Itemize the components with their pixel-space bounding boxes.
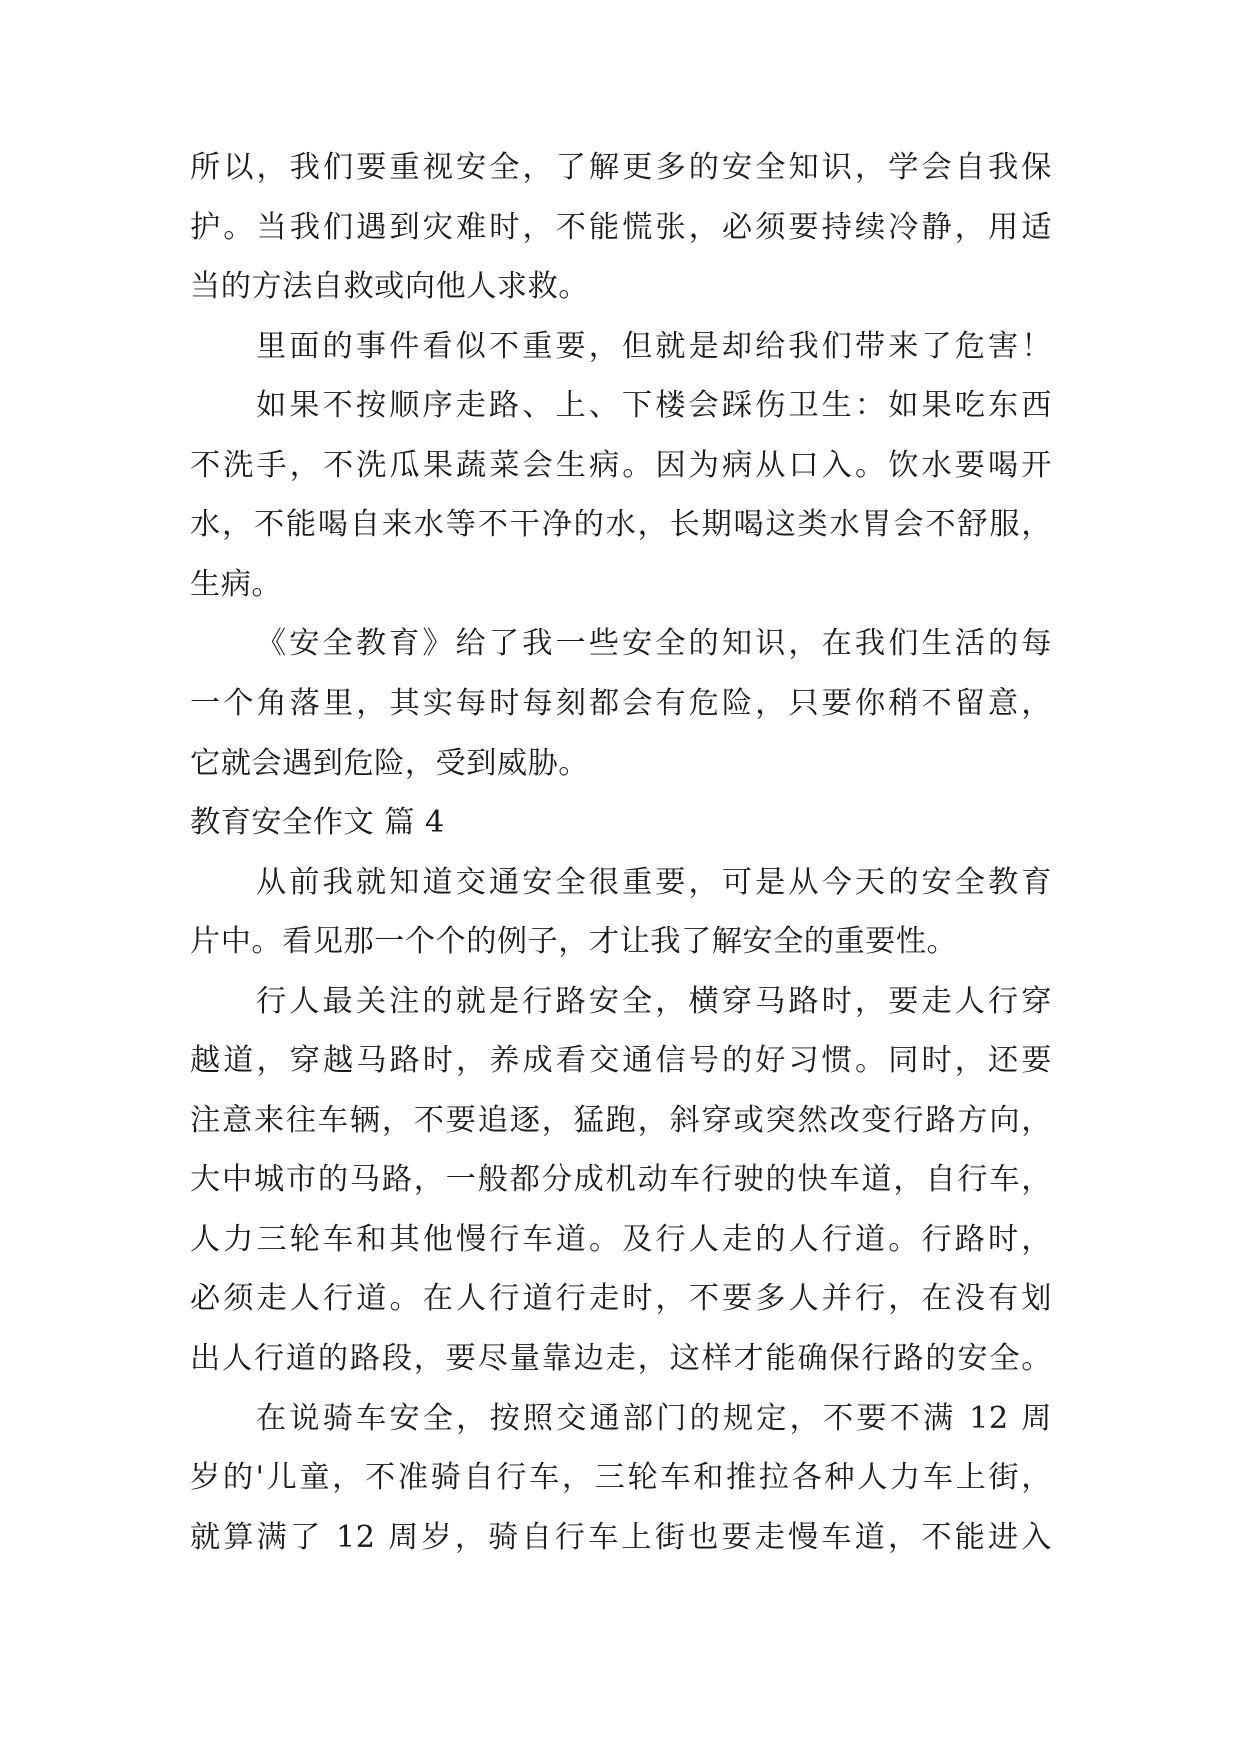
text-line: 《安全教育》给了我一些安全的知识，在我们生活的每 [256, 626, 1052, 661]
text-line: 就算满了 12 周岁，骑自行车上街也要走慢车道，不能进入 [190, 1520, 1052, 1555]
text-line: 出人行道的路段，要尽量靠边走，这样才能确保行路的安全。 [190, 1341, 1052, 1376]
text-line: 不洗手，不洗瓜果蔬菜会生病。因为病从口入。饮水要喝开 [190, 448, 1052, 483]
text-line: 片中。看见那一个个的例子，才让我了解安全的重要性。 [190, 924, 958, 959]
text-line: 在说骑车安全，按照交通部门的规定，不要不满 12 周 [256, 1401, 1052, 1436]
text-line: 一个角落里，其实每时每刻都会有危险，只要你稍不留意， [190, 686, 1052, 721]
text-line: 生病。 [190, 567, 283, 602]
text-line: 如果不按顺序走路、上、下楼会踩伤卫生：如果吃东西 [256, 388, 1052, 423]
text-line: 所以，我们要重视安全，了解更多的安全知识，学会自我保 [190, 150, 1052, 185]
text-line: 行人最关注的就是行路安全，横穿马路时，要走人行穿 [256, 984, 1052, 1019]
text-line: 岁的'儿童，不准骑自行车，三轮车和推拉各种人力车上街， [190, 1460, 1052, 1495]
text-line: 水，不能喝自来水等不干净的水，长期喝这类水胃会不舒服， [190, 507, 1052, 542]
text-line: 护。当我们遇到灾难时，不能慌张，必须要持续冷静，用适 [190, 210, 1052, 245]
text-line: 必须走人行道。在人行道行走时，不要多人并行，在没有划 [190, 1281, 1052, 1316]
text-line: 里面的事件看似不重要，但就是却给我们带来了危害！ [256, 329, 1052, 364]
text-line: 当的方法自救或向他人求救。 [190, 269, 589, 304]
section-heading: 教育安全作文 篇 4 [190, 805, 445, 840]
text-line: 注意来往车辆，不要追逐，猛跑，斜穿或突然改变行路方向， [190, 1103, 1052, 1138]
text-line: 大中城市的马路，一般都分成机动车行驶的快车道，自行车， [190, 1162, 1052, 1197]
text-line: 人力三轮车和其他慢行车道。及行人走的人行道。行路时， [190, 1222, 1052, 1257]
text-line: 越道，穿越马路时，养成看交通信号的好习惯。同时，还要 [190, 1043, 1052, 1078]
text-line: 从前我就知道交通安全很重要，可是从今天的安全教育 [256, 865, 1052, 900]
text-line: 它就会遇到危险，受到威胁。 [190, 746, 589, 781]
